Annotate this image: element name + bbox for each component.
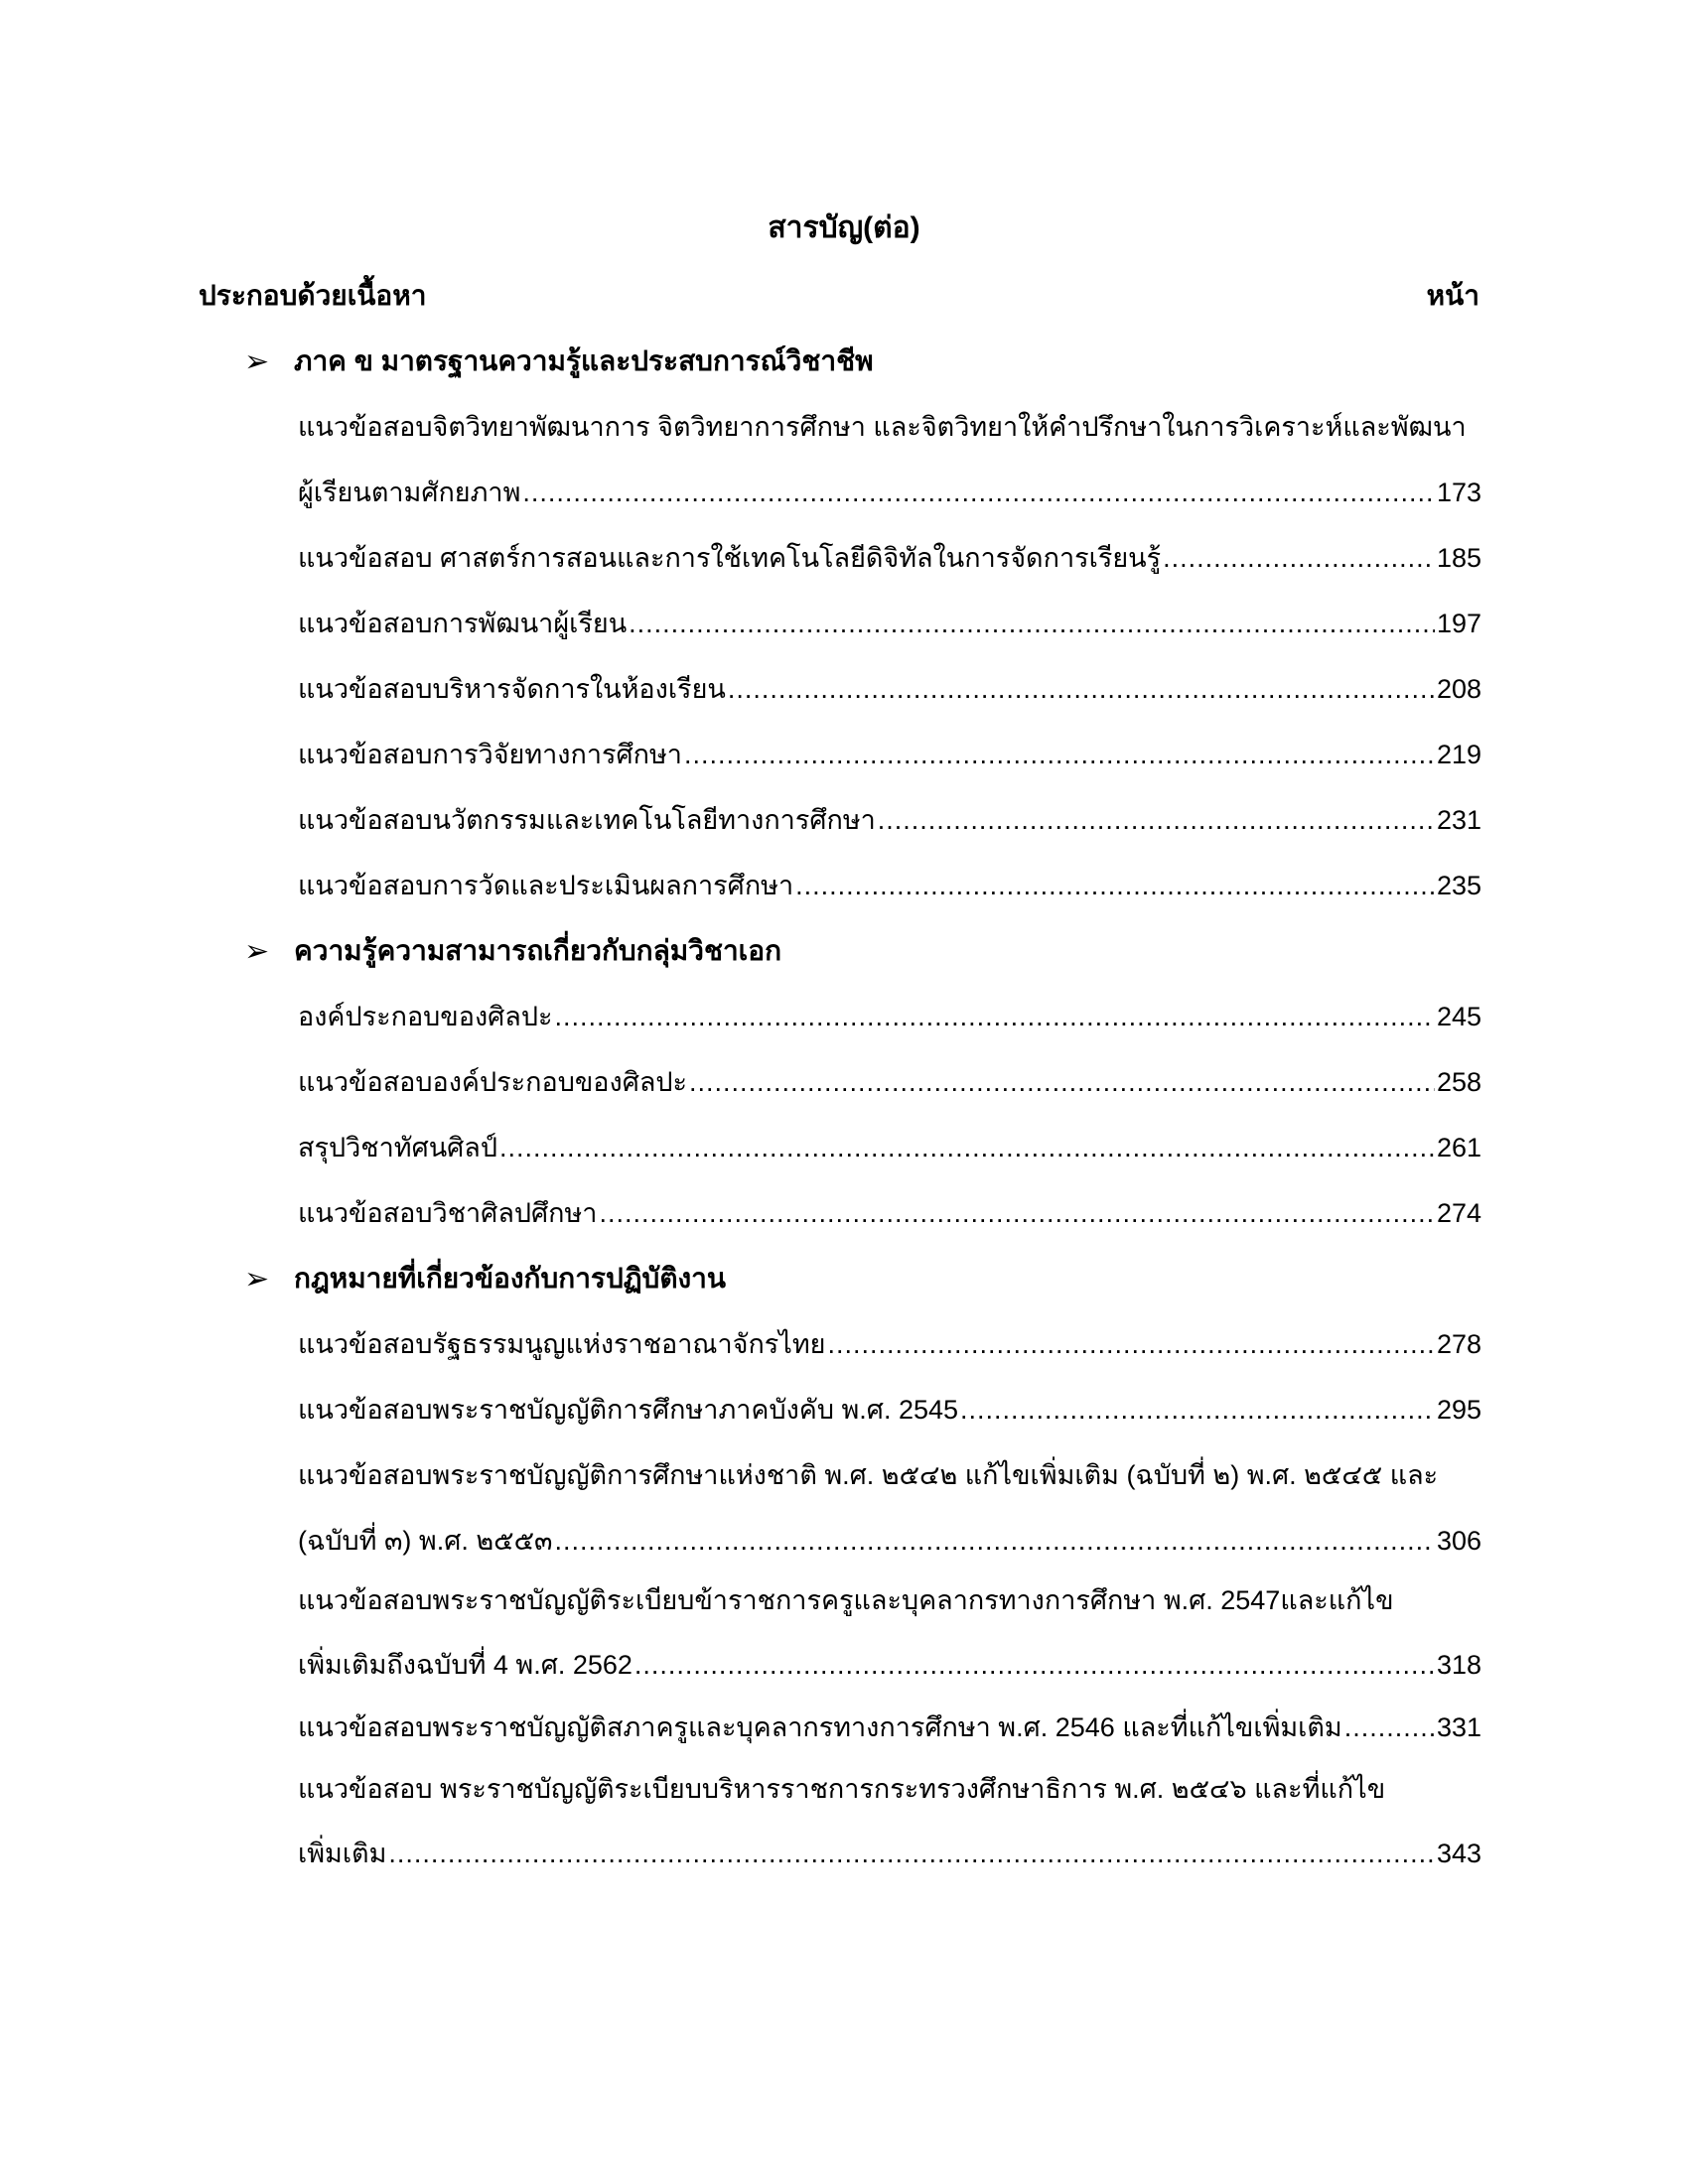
toc-line: แนวข้อสอบพระราชบัญญัติระเบียบข้าราชการครูและบุคลากรทางการศึกษา พ.ศ. 2547และแก้ไข	[298, 1585, 1394, 1615]
dot-leader	[689, 1067, 1435, 1098]
dot-leader	[878, 805, 1435, 836]
dot-leader	[795, 871, 1435, 901]
toc-entry	[298, 733, 1481, 775]
dot-leader	[522, 478, 1435, 508]
toc-title: เพิ่มเติม	[298, 1839, 387, 1868]
toc-entry	[298, 536, 1481, 579]
toc-entry	[298, 667, 1481, 710]
toc-page: 261	[1436, 1133, 1481, 1162]
section-heading	[244, 929, 781, 973]
arrow-bullet-icon: ➢	[244, 1262, 270, 1296]
toc-page: 197	[1436, 609, 1481, 638]
toc-entry	[298, 471, 1481, 513]
toc-title: แนวข้อสอบพระราชบัญญัติสภาครูและบุคลากรทางการศึกษา พ.ศ. 2546 และที่แก้ไขเพิ่มเติม	[298, 1712, 1342, 1742]
toc-title: แนวข้อสอบบริหารจัดการในห้องเรียน	[298, 674, 726, 704]
dot-leader	[499, 1133, 1435, 1163]
toc-page: 208	[1436, 674, 1481, 704]
toc-entry	[298, 1519, 1481, 1562]
toc-title: แนวข้อสอบวิชาศิลปศึกษา	[298, 1198, 598, 1228]
toc-title: เพิ่มเติมถึงฉบับที่ 4 พ.ศ. 2562	[298, 1650, 633, 1680]
toc-page: 306	[1436, 1526, 1481, 1556]
toc-title: แนวข้อสอบองค์ประกอบของศิลปะ	[298, 1067, 688, 1097]
toc-page: 173	[1436, 478, 1481, 507]
toc-title: (ฉบับที่ ๓) พ.ศ. ๒๕๕๓	[298, 1526, 553, 1556]
toc-entry	[298, 1191, 1481, 1234]
toc-entry	[298, 1060, 1481, 1103]
dot-leader	[388, 1839, 1435, 1869]
section-heading	[244, 340, 874, 383]
toc-entry	[298, 602, 1481, 644]
dot-leader	[1344, 1712, 1435, 1743]
toc-title: แนวข้อสอบการวิจัยทางการศึกษา	[298, 740, 682, 769]
dot-leader	[555, 1002, 1435, 1032]
toc-page: 331	[1436, 1712, 1481, 1742]
dot-leader	[960, 1395, 1435, 1426]
toc-page: 185	[1436, 543, 1481, 573]
arrow-bullet-icon: ➢	[244, 934, 270, 968]
toc-title: แนวข้อสอบการพัฒนาผู้เรียน	[298, 609, 628, 638]
toc-entry	[298, 1322, 1481, 1365]
dot-leader	[599, 1198, 1434, 1229]
toc-entry	[298, 995, 1481, 1037]
section-heading-text: ความรู้ความสามารถเกี่ยวกับกลุ่มวิชาเอก	[294, 935, 782, 966]
dot-leader	[1163, 543, 1435, 574]
toc-page: 231	[1436, 805, 1481, 835]
toc-title: สรุปวิชาทัศนศิลป์	[298, 1133, 497, 1162]
toc-title: ผู้เรียนตามศักยภาพ	[298, 478, 521, 507]
toc-page: 219	[1436, 740, 1481, 769]
toc-page: 235	[1436, 871, 1481, 900]
toc-entry	[298, 864, 1481, 906]
toc-page: 245	[1436, 1002, 1481, 1031]
toc-line: แนวข้อสอบจิตวิทยาพัฒนาการ จิตวิทยาการศึกษา และจิตวิทยาให้คำปรึกษาในการวิเคราะห์และพัฒนา	[298, 412, 1467, 442]
dot-leader	[629, 609, 1435, 639]
toc-entry	[298, 798, 1481, 841]
toc-entry	[298, 1643, 1481, 1686]
toc-title: แนวข้อสอบการวัดและประเมินผลการศึกษา	[298, 871, 794, 900]
toc-title: องค์ประกอบของศิลปะ	[298, 1002, 553, 1031]
toc-page: 274	[1436, 1198, 1481, 1228]
toc-page: 318	[1436, 1650, 1481, 1680]
section-heading-text: ภาค ข มาตรฐานความรู้และประสบการณ์วิชาชีพ	[294, 345, 874, 376]
toc-entry	[298, 1706, 1481, 1748]
toc-page: 343	[1436, 1839, 1481, 1868]
toc-page: 258	[1436, 1067, 1481, 1097]
toc-title: แนวข้อสอบนวัตกรรมและเทคโนโลยีทางการศึกษา	[298, 805, 876, 835]
toc-title: แนวข้อสอบพระราชบัญญัติการศึกษาภาคบังคับ พ.ศ. 2545	[298, 1395, 959, 1425]
toc-page: 295	[1436, 1395, 1481, 1425]
toc-line: แนวข้อสอบพระราชบัญญัติการศึกษาแห่งชาติ พ.ศ. ๒๕๔๒ แก้ไขเพิ่มเติม (ฉบับที่ ๒) พ.ศ. ๒๕๔๕ และ	[298, 1460, 1439, 1490]
dot-leader	[554, 1526, 1434, 1557]
section-heading-text: กฎหมายที่เกี่ยวข้องกับการปฏิบัติงาน	[294, 1263, 727, 1294]
toc-line: แนวข้อสอบ พระราชบัญญัติระเบียบบริหารราชการกระทรวงศึกษาธิการ พ.ศ. ๒๕๔๖ และที่แก้ไข	[298, 1774, 1386, 1804]
dot-leader	[634, 1650, 1435, 1681]
section-heading	[244, 1257, 726, 1300]
page-header: หน้า	[1426, 280, 1479, 311]
toc-entry	[298, 1832, 1481, 1874]
contents-header: ประกอบด้วยเนื้อหา	[199, 280, 427, 311]
page-title: สารบัญ(ต่อ)	[768, 211, 920, 244]
dot-leader	[828, 1329, 1435, 1360]
toc-entry	[298, 1126, 1481, 1168]
toc-entry	[298, 1388, 1481, 1431]
toc-title: แนวข้อสอบรัฐธรรมนูญแห่งราชอาณาจักรไทย	[298, 1329, 826, 1359]
dot-leader	[728, 674, 1435, 705]
toc-title: แนวข้อสอบ ศาสตร์การสอนและการใช้เทคโนโลยีดิจิทัลในการจัดการเรียนรู้	[298, 543, 1162, 573]
arrow-bullet-icon: ➢	[244, 344, 270, 378]
dot-leader	[684, 740, 1435, 770]
toc-page: 278	[1436, 1329, 1481, 1359]
